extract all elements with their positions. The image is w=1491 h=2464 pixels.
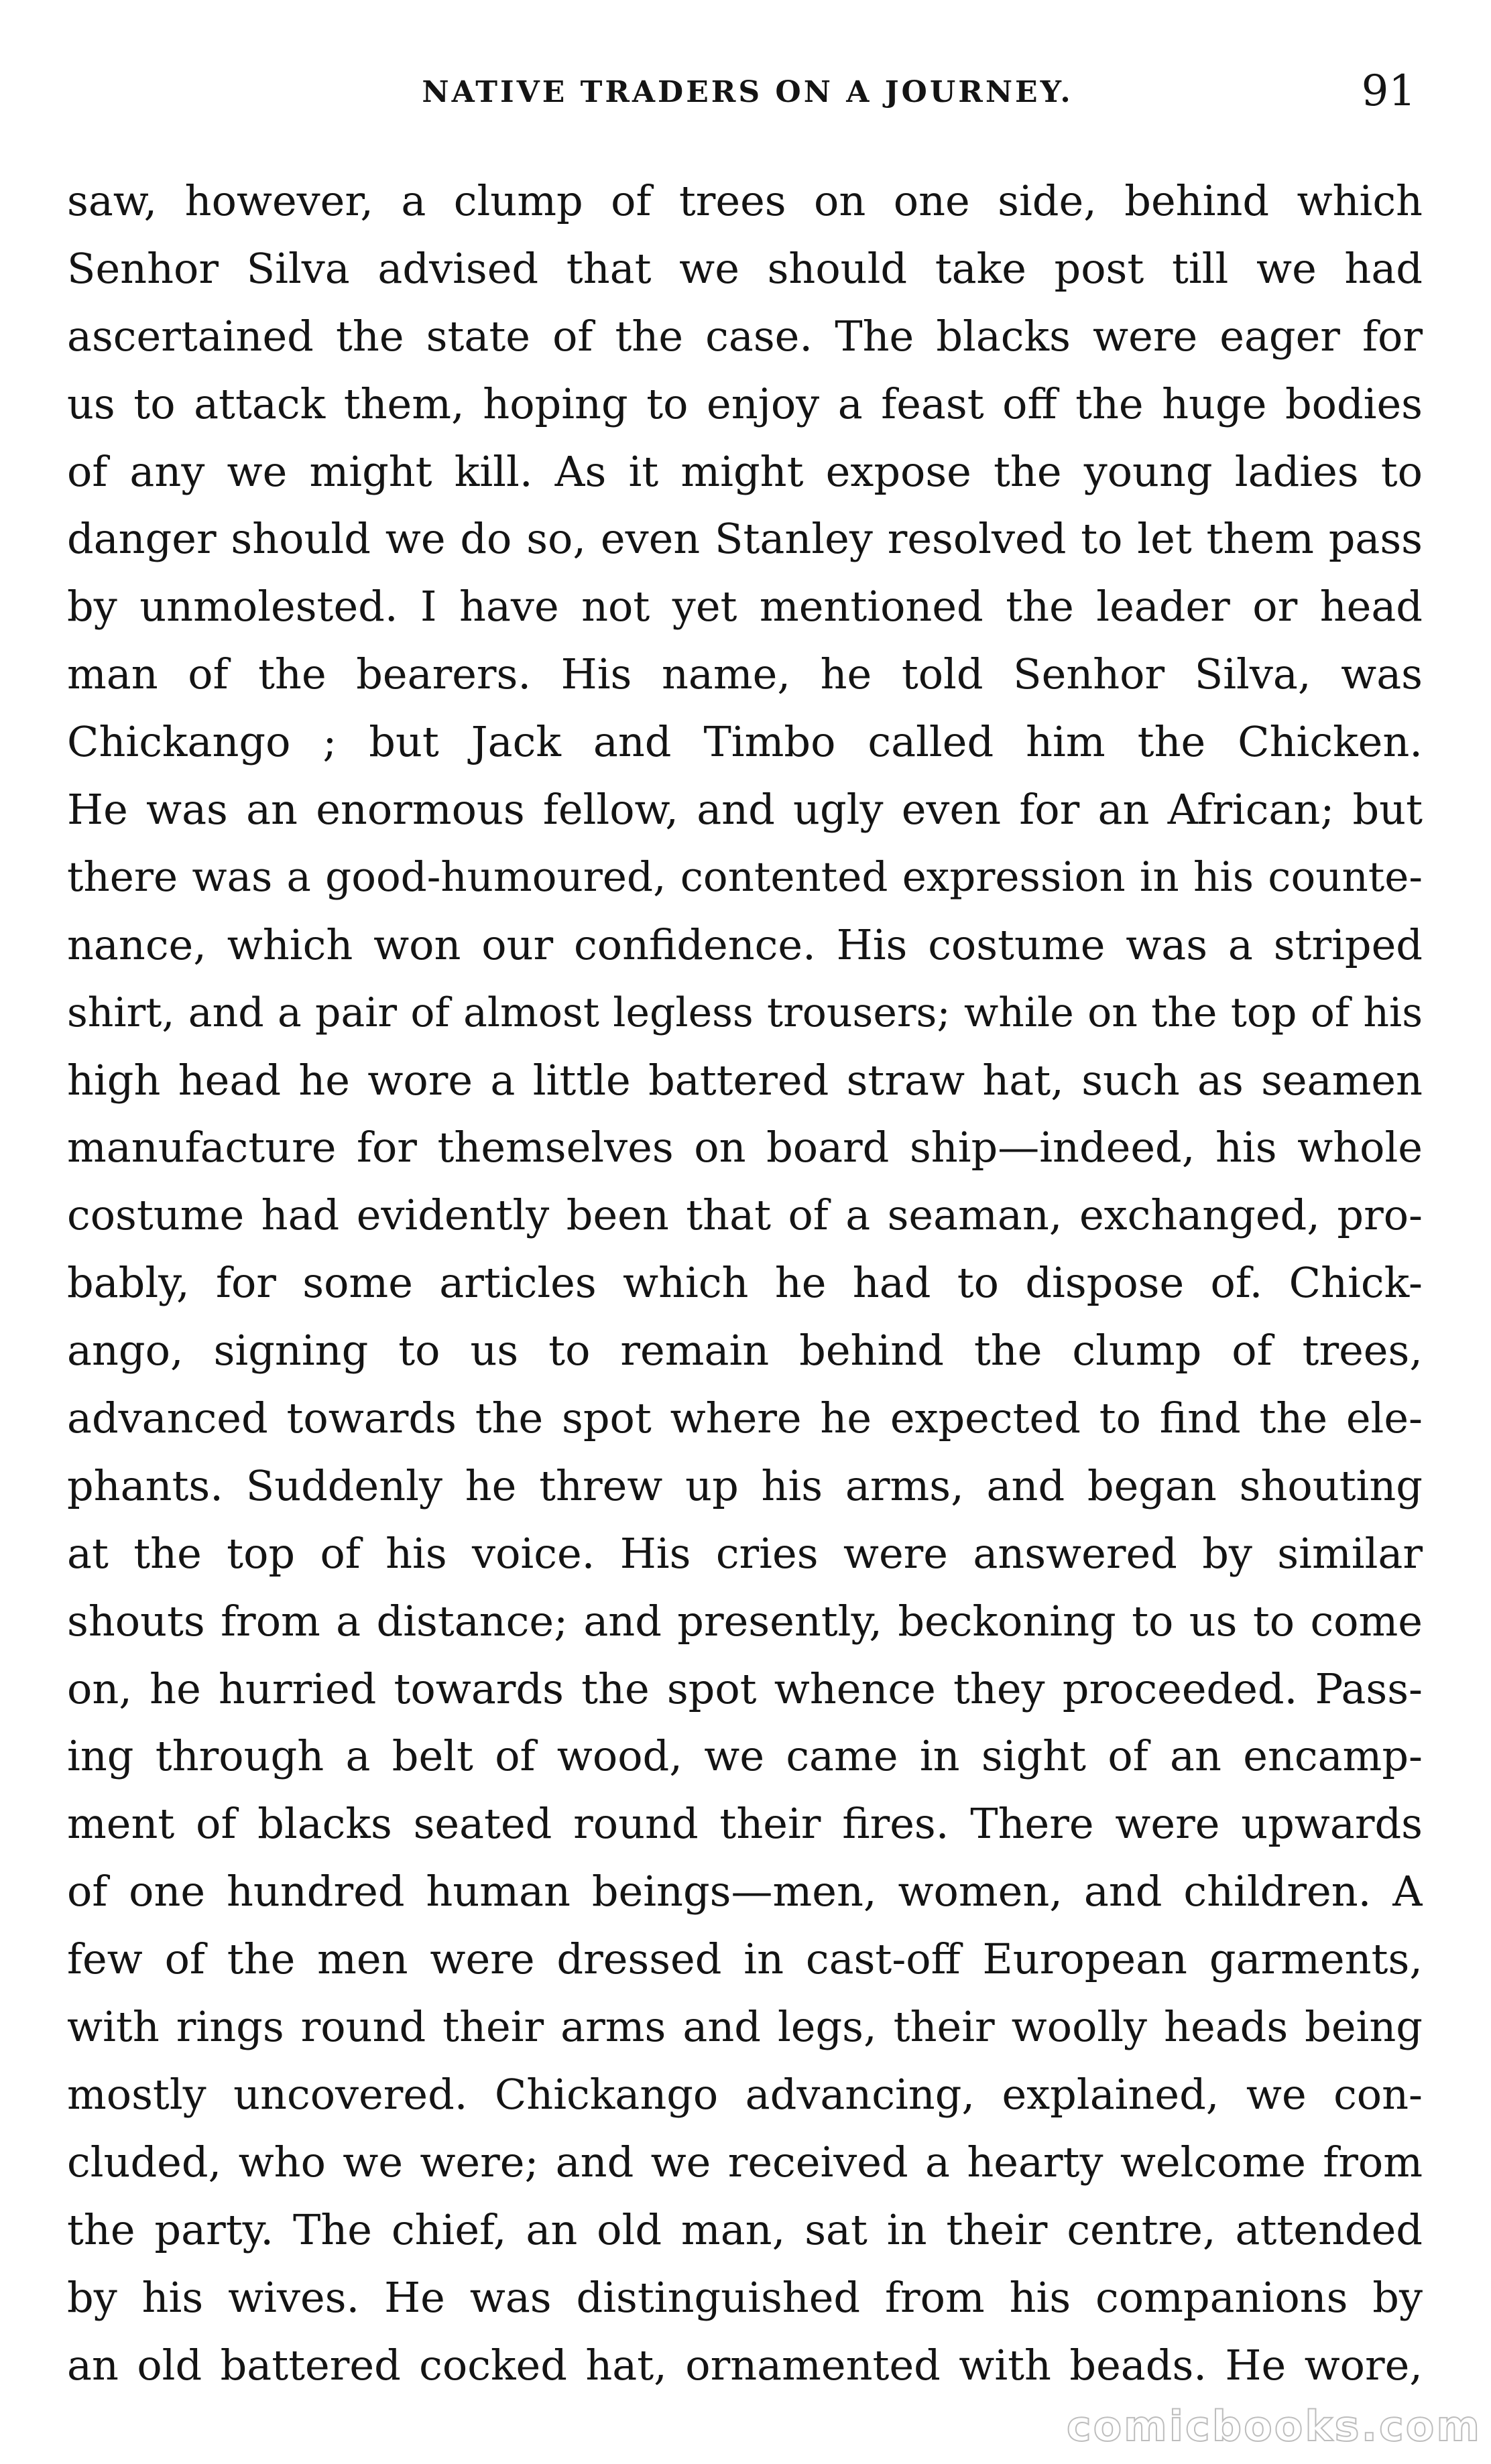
text-line: shouts from a distance; and presently, beckoning to us to come: [67, 1596, 1423, 1646]
page-number: 91: [1361, 66, 1416, 116]
text-line: cluded, who we were; and we received a hearty welcome from: [67, 2137, 1423, 2186]
text-line: ing through a belt of wood, we came in sight of an encamp-: [67, 1731, 1423, 1781]
text-line: nance, which won our confidence. His costume was a striped: [67, 920, 1423, 969]
text-line: shirt, and a pair of almost legless trousers; while on the top of his: [67, 989, 1423, 1036]
text-line: bably, for some articles which he had to dispose of. Chick-: [67, 1258, 1423, 1308]
text-line: ment of blacks seated round their fires. There were upwards: [67, 1799, 1423, 1849]
text-line: manufacture for themselves on board ship—indeed, his whole: [67, 1123, 1423, 1172]
text-line: of one hundred human beings—men, women, and children. A: [67, 1867, 1423, 1916]
text-line: ango, signing to us to remain behind the clump of trees,: [67, 1326, 1423, 1375]
text-line: saw, however, a clump of trees on one side, behind which: [67, 176, 1423, 225]
text-line: danger should we do so, even Stanley resolved to let them pass: [67, 514, 1423, 564]
text-line: Chickango ; but Jack and Timbo called him the Chicken.: [67, 717, 1423, 767]
watermark-logo: comicbooks.com: [1066, 2402, 1482, 2451]
text-line: by his wives. He was distinguished from his companions by: [67, 2272, 1423, 2322]
text-line: advanced towards the spot where he expected to find the ele-: [67, 1394, 1423, 1443]
text-line: ascertained the state of the case. The blacks were eager for: [67, 311, 1423, 361]
text-line: costume had evidently been that of a seaman, exchanged, pro-: [67, 1190, 1423, 1240]
text-line: an old battered cocked hat, ornamented with beads. He wore,: [67, 2340, 1423, 2390]
running-head: NATIVE TRADERS ON A JOURNEY.: [422, 75, 1073, 109]
text-line: phants. Suddenly he threw up his arms, and began shouting: [67, 1461, 1423, 1510]
text-line: by unmolested. I have not yet mentioned the leader or head: [67, 582, 1423, 631]
text-line: there was a good-humoured, contented expression in his counte-: [67, 853, 1423, 901]
text-line: few of the men were dressed in cast-off European garments,: [67, 1934, 1423, 1984]
text-line: at the top of his voice. His cries were answered by similar: [67, 1528, 1423, 1578]
text-line: with rings round their arms and legs, their woolly heads being: [67, 2002, 1423, 2052]
text-line: high head he wore a little battered straw hat, such as seamen: [67, 1055, 1423, 1105]
text-line: of any we might kill. As it might expose the young ladies to: [67, 446, 1423, 496]
text-line: the party. The chief, an old man, sat in their centre, attended: [67, 2205, 1423, 2254]
body-text: [67, 168, 1423, 2399]
text-line: Senhor Silva advised that we should take post till we had: [67, 243, 1423, 293]
text-line: us to attack them, hoping to enjoy a feast off the huge bodies: [67, 379, 1423, 428]
text-line: man of the bearers. His name, he told Senhor Silva, was: [67, 650, 1423, 699]
text-line: mostly uncovered. Chickango advancing, explained, we con-: [67, 2069, 1423, 2119]
text-line: on, he hurried towards the spot whence they proceeded. Pass-: [67, 1664, 1423, 1713]
text-line: He was an enormous fellow, and ugly even for an African; but: [67, 785, 1423, 835]
